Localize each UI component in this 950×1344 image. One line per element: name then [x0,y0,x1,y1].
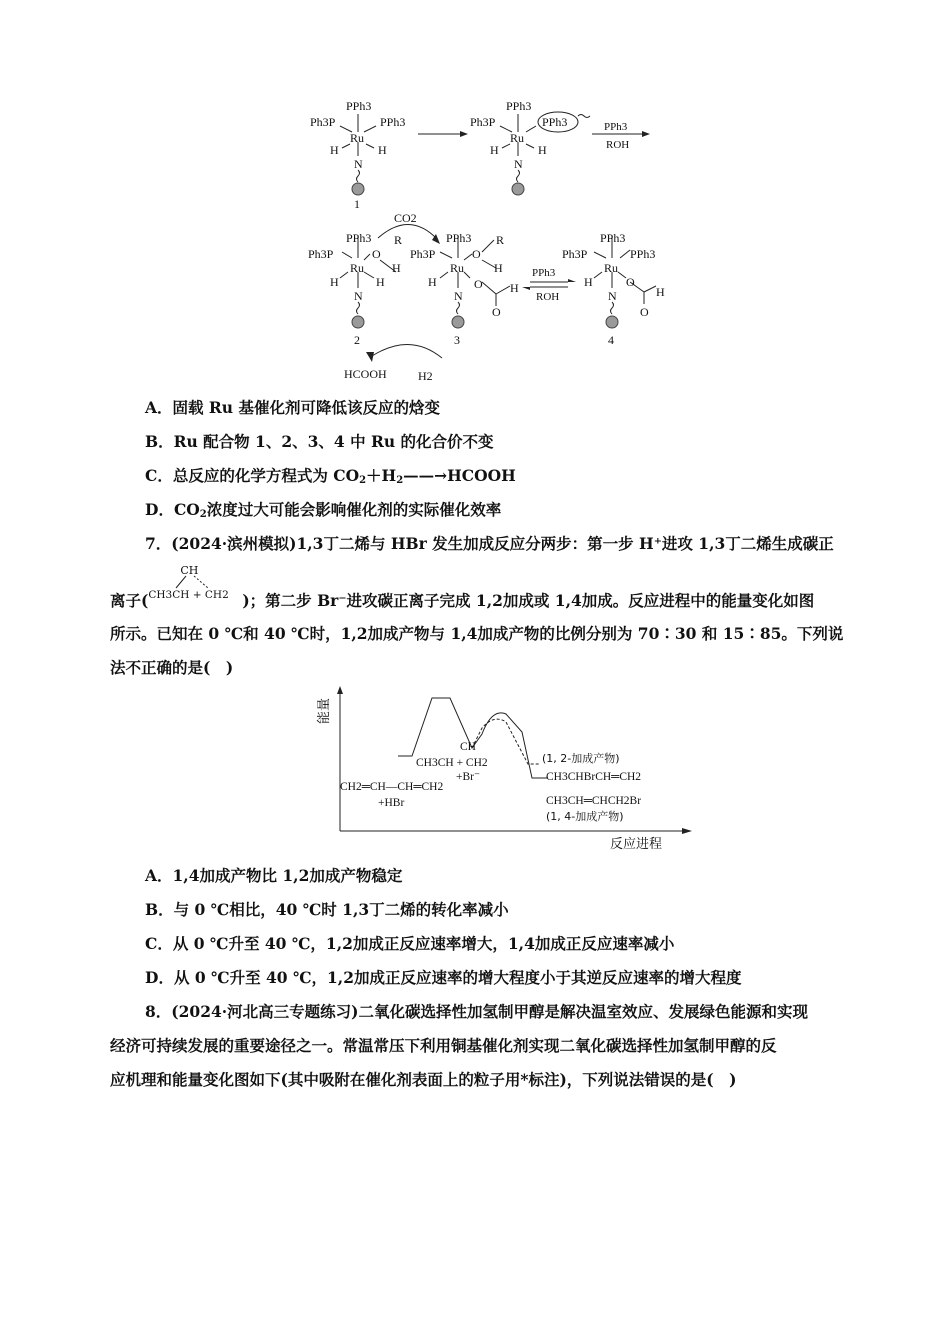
r-label: R [496,233,505,247]
h-label: H [428,275,437,289]
o-label: O [626,275,635,289]
pph3-label: PPh3 [446,231,472,245]
pph3-label: PPh3 [600,231,626,245]
pph3-label: PPh3 [380,115,406,129]
q7-option-d: D．从 0 ℃升至 40 ℃，1,2加成正反应速率的增大程度小于其逆反应速率的增大程度 [145,968,742,987]
carbocation-bonds [148,574,242,590]
n-label: N [514,157,523,171]
pph3-label: PPh3 [630,247,656,261]
pph3-label: PPh3 [346,231,372,245]
q7-stem-line1: 7．(2024·滨州模拟)1,3丁二烯与 HBr 发生加成反应分两步：第一步 H⁺进攻 1,3丁二烯生成碳正 [145,534,834,553]
o-label: O [492,305,501,319]
q7-stem-line2-a: 离子( [110,591,149,610]
h2-label: H2 [418,369,433,383]
complex-label-2: 2 [354,333,360,347]
n-label: N [608,289,617,303]
product14: CH3CH═CHCH2Br [546,795,642,807]
q7-option-a: A．1,4加成产物比 1,2加成产物稳定 [145,866,403,885]
hcooh-label: HCOOH [344,367,387,381]
q6-option-a: A．固载 Ru 基催化剂可降低该反应的焓变 [145,398,440,417]
roh-label: ROH [536,291,560,303]
h-label: H [656,285,665,299]
h-label: H [538,143,547,157]
intermediate-mid: CH3CH + CH2 [416,757,488,769]
q6-option-b: B．Ru 配合物 1、2、3、4 中 Ru 的化合价不变 [145,432,494,451]
q6-option-c-suffix: ——→HCOOH [403,466,516,485]
ru-label: Ru [510,131,525,145]
q6-option-c-mid: ＋H [366,466,397,485]
q6-option-d-prefix: D．CO [145,500,200,519]
x-axis-label: 反应进程 [610,837,663,852]
product12-label: (1, 2-加成产物) [542,752,620,765]
h-label: H [330,275,339,289]
q8-stem-line2: 经济可持续发展的重要途径之一。常温常压下利用铜基催化剂实现二氧化碳选择性加氢制甲醇的反 [110,1036,777,1055]
ru-label: Ru [604,261,619,275]
y-axis-label: 能量 [317,697,332,724]
q7-stem-line2 [110,564,815,611]
q6-option-d-suffix: 浓度过大可能会影响催化剂的实际催化效率 [206,500,502,519]
pph3-label: PPh3 [604,121,628,133]
o-label: O [640,305,649,319]
ph3p-label: Ph3P [470,115,496,129]
n-label: N [454,289,463,303]
carbocation-top: CH [180,564,199,577]
h-label: H [392,261,401,275]
product12: CH3CHBrCH═CH2 [546,771,642,783]
ru-label: Ru [450,261,465,275]
h-label: H [330,143,339,157]
q7-stem-line2-b: )；第二步 Br⁻进攻碳正离子完成 1,2加成或 1,4加成。反应进程中的能量变化如图 [242,591,815,610]
intermediate-br: +Br⁻ [456,771,481,783]
ru-label: Ru [350,131,365,145]
q6-option-c-prefix: C．总反应的化学方程式为 CO [145,466,360,485]
h-label: H [584,275,593,289]
carbocation-bottom: CH3CH + CH2 [148,589,229,601]
q7-stem-line3: 所示。已知在 0 ℃和 40 ℃时，1,2加成产物与 1,4加成产物的比例分别为 70∶30 和 15∶85。下列说 [110,624,844,643]
o-label: O [372,247,381,261]
h-label: H [494,261,503,275]
complex-label-3: 3 [454,333,460,347]
co2-label: CO2 [394,211,417,225]
reactant-line2: +HBr [378,797,405,809]
h-label: H [378,143,387,157]
complex-label-1: 1 [354,197,360,211]
o-label: O [474,277,483,291]
q7-option-b: B．与 0 ℃相比，40 ℃时 1,3丁二烯的转化率减小 [145,900,509,919]
energy-diagram [310,686,700,856]
ru-catalyst-scheme [300,92,665,384]
ph3p-label: Ph3P [410,247,436,261]
h-label: H [490,143,499,157]
pph3-label: PPh3 [542,115,568,129]
intermediate-top: CH [460,741,476,753]
q8-stem-line1: 8．(2024·河北高三专题练习)二氧化碳选择性加氢制甲醇是解决温室效应、发展绿色能源和实现 [145,1002,808,1021]
n-label: N [354,289,363,303]
pph3-label: PPh3 [506,99,532,113]
h-label: H [376,275,385,289]
carbocation-structure [148,564,242,606]
q7-option-c: C．从 0 ℃升至 40 ℃，1,2加成正反应速率增大，1,4加成正反应速率减小 [145,934,675,953]
reactant-line1: CH2═CH—CH═CH2 [340,781,444,793]
r-label: R [394,233,403,247]
q6-option-d: D．$CO_2$浓度过大可能会影响催化剂的实际催化效率 [145,500,502,520]
product14-label: (1, 4-加成产物) [546,810,624,823]
pph3-label: PPh3 [532,267,556,279]
roh-label: ROH [606,139,630,151]
complex-label-4: 4 [608,333,614,347]
q7-stem-line4: 法不正确的是( ) [110,658,234,677]
n-label: N [354,157,363,171]
ru-label: Ru [350,261,365,275]
ph3p-label: Ph3P [308,247,334,261]
pph3-label: PPh3 [346,99,372,113]
ph3p-label: Ph3P [310,115,336,129]
o-label: O [472,247,481,261]
q6-option-c: C．总反应的化学方程式为 $CO_2+H_2——\to HCOOH$ [145,466,516,486]
ph3p-label: Ph3P [562,247,588,261]
h-label: H [510,281,519,295]
q8-stem-line3: 应机理和能量变化图如下(其中吸附在催化剂表面上的粒子用*标注)，下列说法错误的是( ) [110,1070,737,1089]
